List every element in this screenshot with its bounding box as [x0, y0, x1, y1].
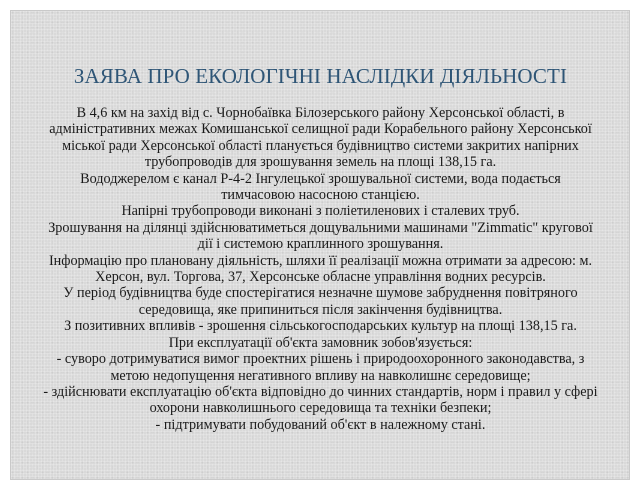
- statement-line: У період будівництва буде спостерігатися незначне шумове забруднення повітряного: [63, 285, 578, 302]
- page-title: ЗАЯВА ПРО ЕКОЛОГІЧНІ НАСЛІДКИ ДІЯЛЬНОСТІ: [73, 64, 568, 88]
- statement-line: адміністративних межах Комишанської селищної ради Корабельного району Херсонської: [49, 121, 592, 138]
- statement-line: Херсон, вул. Торгова, 37, Херсонське обласне управління водних ресурсів.: [95, 269, 546, 286]
- statement-line: - здійснювати експлуатацію об'єкта відповідно до чинних стандартів, норм і правил у сфері: [43, 383, 598, 400]
- statement-line: метою недопущення негативного впливу на навколишнє середовище;: [110, 367, 531, 384]
- statement-line: тимчасовою насосною станцією.: [221, 187, 420, 204]
- statement-line: трубопроводів для зрошування земель на площі 138,15 га.: [144, 154, 497, 171]
- statement-line: - суворо дотримуватися вимог проектних рішень і природоохоронного законодавства, з: [56, 351, 585, 368]
- statement-line: З позитивних впливів - зрошення сільськогосподарських культур на площі 138,15 га.: [64, 318, 577, 335]
- statement-line: міської ради Херсонської області планується будівництво системи закритих напірних: [62, 137, 579, 154]
- statement-line: охорони навколишнього середовища та техніки безпеки;: [149, 400, 492, 417]
- statement-line: дії і системою краплинного зрошування.: [197, 236, 444, 253]
- statement-line: середовища, яке припиниться після закінчення будівництва.: [138, 301, 503, 318]
- statement-line: При експлуатації об'єкта замовник зобов'язується:: [168, 334, 473, 351]
- statement-body: [8, 105, 633, 433]
- statement-line: Напірні трубопроводи виконані з поліетиленових і сталевих труб.: [121, 203, 520, 220]
- statement-line: Інформацію про плановану діяльність, шляхи її реалізації можна отримати за адресою: м.: [48, 252, 593, 269]
- statement-line: Вододжерелом є канал Р-4-2 Інгулецької зрошувальної системи, вода подається: [80, 170, 561, 187]
- statement-line: - підтримувати побудований об'єкт в належному стані.: [155, 416, 486, 433]
- statement-line: В 4,6 км на захід від с. Чорнобаївка Білозерського району Херсонської області, в: [76, 105, 565, 121]
- statement-line: Зрошування на ділянці здійснюватиметься дощувальними машинами "Zimmatic" кругової: [48, 219, 593, 236]
